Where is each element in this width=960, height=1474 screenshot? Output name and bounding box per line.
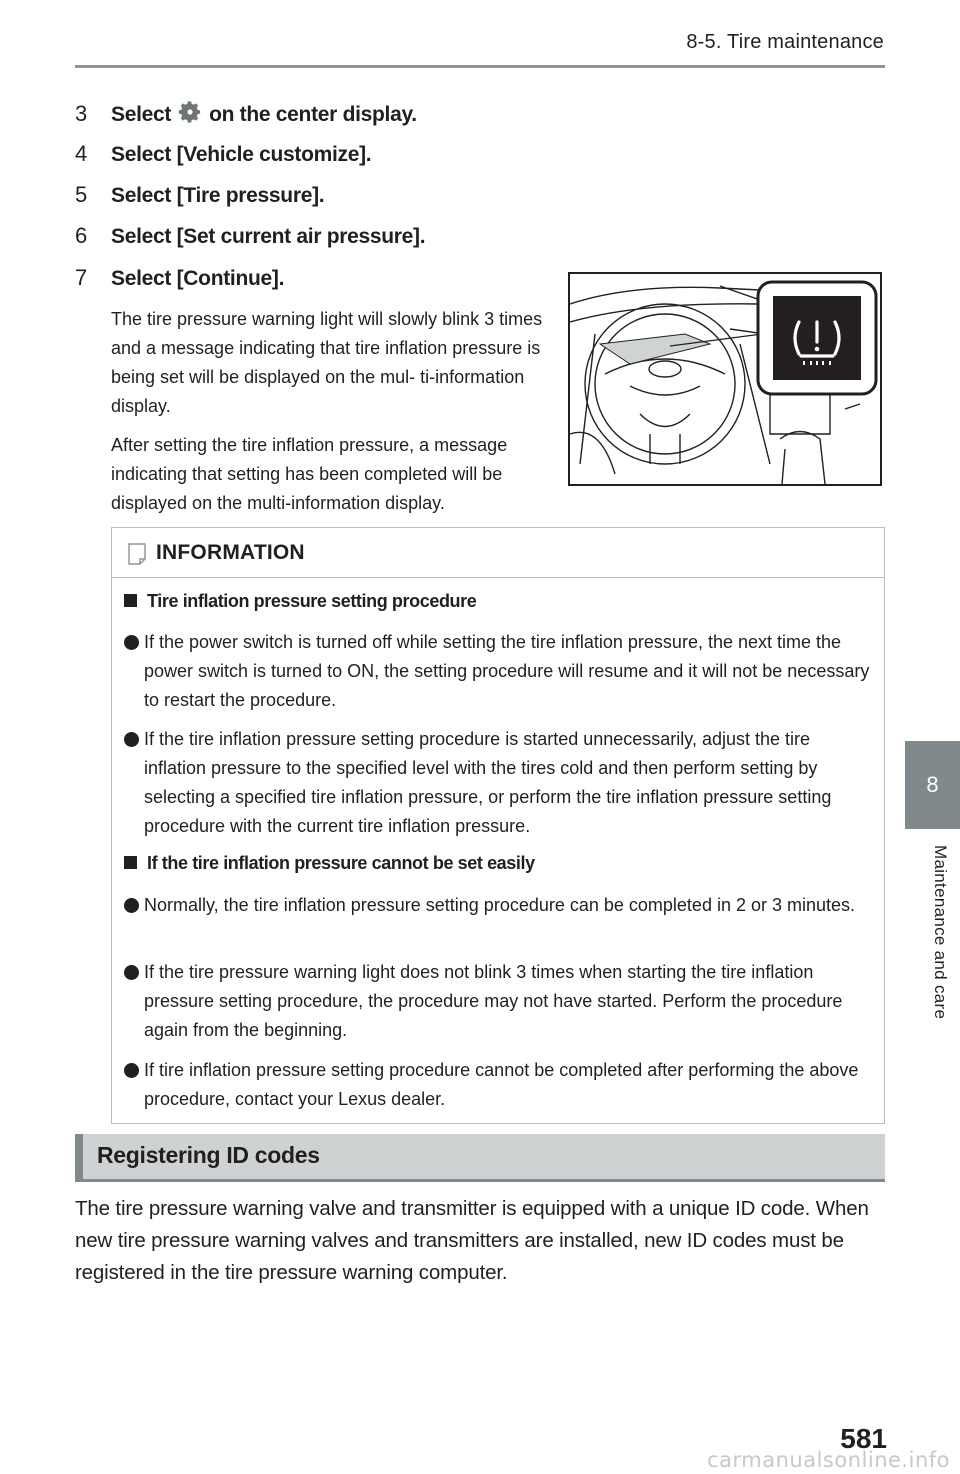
- info-bullet: [124, 891, 874, 920]
- step-text: Select [Continue].: [111, 267, 285, 290]
- step-text: Select: [111, 103, 172, 126]
- step-6: [75, 223, 425, 249]
- section-heading-bar: [75, 1134, 885, 1182]
- cockpit-drawing: [570, 274, 880, 484]
- dashboard-illustration: [568, 272, 882, 486]
- step-text: Select [Tire pressure].: [111, 184, 325, 207]
- bullet-dot-icon: [124, 635, 139, 650]
- section-title: 8-5. Tire maintenance: [686, 31, 884, 53]
- step-number: 6: [75, 223, 87, 248]
- step-number: 3: [75, 101, 87, 126]
- chapter-number: 8: [926, 772, 939, 797]
- step-text: Select [Vehicle customize].: [111, 143, 372, 166]
- info-bullet: [124, 725, 874, 841]
- step-number: 5: [75, 182, 87, 207]
- subheading-text: Tire inflation pressure setting procedure: [147, 591, 477, 611]
- bullet-text: If tire inflation pressure setting procedure cannot be completed after performing the above procedure, contact your Lexus dealer.: [144, 1060, 859, 1109]
- step-7-result: After setting the tire inflation pressure, a message indicating that setting has been completed will be displayed on the multi-information display.: [111, 435, 508, 513]
- info-subheading: [124, 591, 476, 612]
- bullet-dot-icon: [124, 898, 139, 913]
- header-divider: [75, 65, 885, 68]
- step-5: [75, 182, 324, 208]
- watermark: carmanualsonline.info: [707, 1448, 950, 1472]
- information-title: INFORMATION: [156, 541, 305, 564]
- section-heading: Registering ID codes: [97, 1142, 320, 1168]
- section-accent-bar: [75, 1134, 83, 1179]
- step-4: [75, 141, 371, 167]
- step-number: 4: [75, 141, 87, 166]
- step-text: on the center display.: [209, 103, 417, 126]
- square-bullet-icon: [124, 856, 137, 869]
- chapter-tab[interactable]: [905, 741, 960, 829]
- info-bullet: [124, 958, 874, 1045]
- step-7: [75, 265, 284, 291]
- step-text: Select [Set current air pressure].: [111, 225, 426, 248]
- memo-icon: [126, 542, 148, 566]
- info-subheading: [124, 853, 535, 874]
- info-bullet: [124, 628, 874, 715]
- step-3: [75, 99, 417, 127]
- info-bullet: [124, 1056, 874, 1114]
- square-bullet-icon: [124, 594, 137, 607]
- bullet-text: If the power switch is turned off while setting the tire inflation pressure, the next time the power switch is turned to ON, the setting procedure will resume and it will not be necessary to restart the procedure.: [144, 632, 870, 710]
- bullet-text: If the tire inflation pressure setting procedure is started unnecessarily, adjust the tire inflation pressure to the specified level with the tires cold and then perform setting by selecting a specified tire inflation pressure, or perform the tire inflation pressure setting procedure with the current tire inflation pressure.: [144, 729, 832, 836]
- bullet-text: If the tire pressure warning light does not blink 3 times when starting the tire inflation pressure setting procedure, the procedure may not have started. Perform the procedure again from the beginning.: [144, 962, 843, 1040]
- page-number: 581: [840, 1423, 887, 1454]
- bullet-dot-icon: [124, 1063, 139, 1078]
- information-box: [111, 527, 885, 1124]
- registering-body: The tire pressure warning valve and transmitter is equipped with a unique ID code. When new tire pressure warning valves and transmitters are installed, new ID codes must be registered in the tire pressure warning computer.: [75, 1197, 869, 1284]
- step-number: 7: [75, 265, 87, 290]
- information-header: [112, 528, 884, 578]
- chapter-label: Maintenance and care: [931, 845, 950, 1020]
- subheading-text: If the tire inflation pressure cannot be set easily: [147, 853, 535, 873]
- bullet-dot-icon: [124, 732, 139, 747]
- bullet-dot-icon: [124, 965, 139, 980]
- bullet-text: Normally, the tire inflation pressure setting procedure can be completed in 2 or 3 minutes.: [144, 895, 856, 915]
- step-7-description: The tire pressure warning light will slowly blink 3 times and a message indicating that tire inflation pressure is being set will be displayed on the mul- ti-information display.: [111, 309, 543, 416]
- gear-icon: [177, 99, 203, 125]
